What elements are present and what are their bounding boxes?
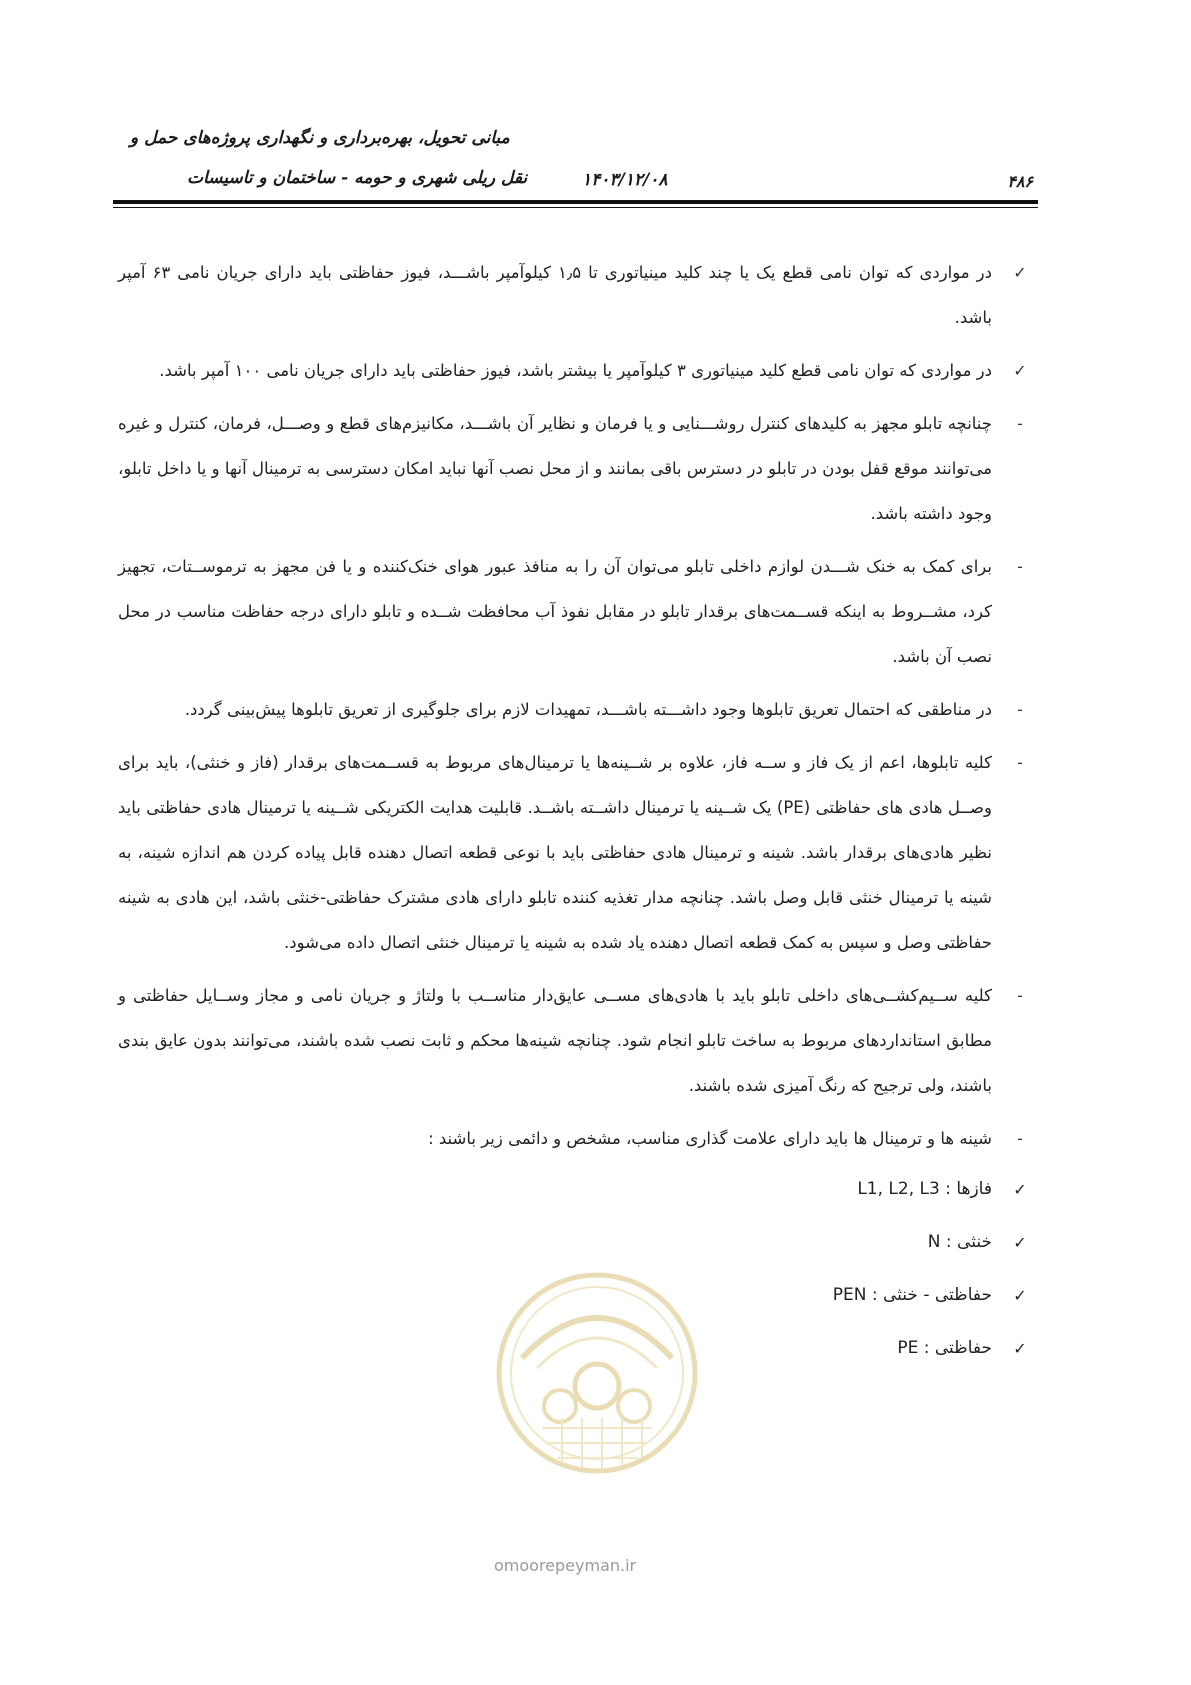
dash-bullet-icon: - [1017, 557, 1023, 576]
header-title-line1: مبانی تحویل، بهره‌برداری و نگهداری پروژه‌های حمل و [130, 128, 510, 148]
header-title-line2: نقل ریلی شهری و حومه - ساختمان و تاسیسات [187, 168, 528, 188]
list-item-text: کلیه ســیم‌کشــی‌های داخلی تابلو باید با هادی‌های مســی عایق‌دار مناســب با ولتاژ و جریان نامی و مجاز وســایل حفاظتی و مطابق استانداردهای مربوط به ساخت تابلو انجام شود. چنانچه شینه‌ها محکم و ثابت نصب شده باشند، می‌توانند بدون عایق بندی باشند، ولی ترجیح که رنگ آمیزی شده باشند. [118, 986, 992, 1095]
list-item-text: در مناطقی که احتمال تعریق تابلوها وجود داشـــته باشـــد، تمهیدات لازم برای جلوگیری از تعریق تابلوها پیش‌بینی گردد. [184, 700, 992, 719]
dash-bullet-icon: - [1017, 986, 1023, 1005]
list-item-text: شینه ها و ترمینال ها باید دارای علامت گذاری مناسب، مشخص و دائمی زیر باشند : [428, 1129, 992, 1148]
checkmark-icon: ✓ [1013, 1339, 1027, 1358]
list-item-text: برای کمک به خنک شـــدن لوازم داخلی تابلو می‌توان آن را به منافذ عبور هوای خنک‌کننده و یا فن مجهز به ترموســتات، تجهیز کرد، مشــروط به اینکه قســمت‌های برقدار تابلو در مقابل نفوذ آب محافظت شــده و تابلو دارای درجه حفاظت مناسب در محل نصب آن باشد. [118, 557, 992, 666]
list-item [118, 973, 1028, 1108]
checkmark-icon: ✓ [1013, 1233, 1027, 1252]
watermark-logo-icon [492, 1268, 702, 1478]
header-rule-thick [113, 200, 1038, 204]
list-item [118, 687, 1028, 732]
marking-item-text: حفاظتی : PE [897, 1338, 992, 1358]
checkmark-icon: ✓ [1013, 263, 1027, 282]
checkmark-icon: ✓ [1013, 361, 1027, 380]
list-item [118, 250, 1028, 340]
list-item [118, 401, 1028, 536]
list-item [118, 544, 1028, 679]
dash-bullet-icon: - [1017, 1129, 1023, 1148]
list-item-text: چنانچه تابلو مجهز به کلیدهای کنترل روشـــنایی و یا فرمان و نظایر آن باشـــد، مکانیزم‌های قطع و وصـــل، فرمان، کنترل و غیره می‌توانند موقع قفل بودن در تابلو در دسترس باقی بمانند و از محل نصب آنها نباید امکان دسترسی به ترمینال آنها و یا داخل تابلو، وجود داشته باشد. [118, 414, 992, 523]
marking-item-text: خنثی : N [927, 1232, 992, 1252]
list-item [118, 348, 1028, 393]
header-date: ۱۴۰۳/۱۲/۰۸ [582, 170, 668, 190]
marking-item-text: فازها : L1, L2, L3 [857, 1179, 992, 1199]
marking-item [118, 1216, 1028, 1269]
checkmark-icon: ✓ [1013, 1180, 1027, 1199]
page-number: ۴۸۶ [1007, 172, 1033, 191]
list-item-text: در مواردی که توان نامی قطع کلید مینیاتوری ۳ کیلوآمپر یا بیشتر باشد، فیوز حفاظتی باید دارای جریان نامی ۱۰۰ آمپر باشد. [159, 361, 992, 380]
list-item-text: کلیه تابلوها، اعم از یک فاز و ســه فاز، علاوه بر شــینه‌ها یا ترمینال‌های مربوط به قســمت‌های برقدار (فاز و خنثی)، باید برای وصــل هادی های حفاظتی (PE) یک شــینه یا ترمینال داشــته باشــد. قابلیت هدایت الکتریکی شــینه یا ترمینال هادی حفاظتی باید نظیر هادی‌های برقدار باشد. شینه و ترمینال هادی حفاظتی باید با نوعی قطعه اتصال دهنده قابل پیاده کردن هم اندازه شینه، به شینه یا ترمینال خنثی قابل وصل باشد. چنانچه مدار تغذیه کننده تابلو دارای هادی مشترک حفاظتی-خنثی باشد، این هادی به شینه حفاظتی وصل و سپس به کمک قطعه اتصال دهنده یاد شده به شینه یا ترمینال خنثی اتصال داده می‌شود. [118, 753, 992, 952]
document-body [118, 250, 1028, 1375]
list-item [118, 740, 1028, 965]
dash-bullet-icon: - [1017, 753, 1023, 772]
marking-item [118, 1163, 1028, 1216]
dash-bullet-icon: - [1017, 700, 1023, 719]
header-rule-thin [113, 207, 1038, 208]
marking-item-text: حفاظتی - خنثی : PEN [832, 1285, 992, 1305]
list-item-text: در مواردی که توان نامی قطع یک یا چند کلید مینیاتوری تا ۱٫۵ کیلوآمپر باشـــد، فیوز حفاظتی باید دارای جریان نامی ۶۳ آمپر باشد. [118, 263, 992, 327]
dash-bullet-icon: - [1017, 414, 1023, 433]
list-item [118, 1116, 1028, 1161]
watermark-text: omoorepeyman.ir [494, 1556, 637, 1575]
checkmark-icon: ✓ [1013, 1286, 1027, 1305]
